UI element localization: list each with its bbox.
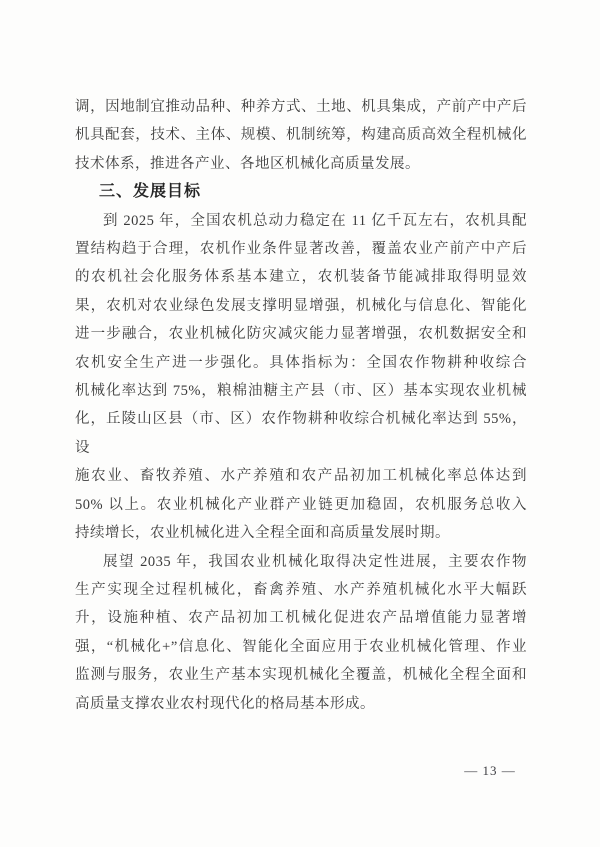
text-line: 置结构趋于合理，农机作业条件显著改善，覆盖农业产前产中产后 — [75, 241, 527, 258]
paragraph — [75, 93, 527, 178]
text-line: 到 2025 年，全国农机总动力稳定在 11 亿千瓦左右，农机具配 — [103, 212, 527, 229]
paragraph — [75, 207, 527, 548]
text-line: 农机安全生产进一步强化。具体指标为：全国农作物耕种收综合 — [75, 354, 527, 371]
text-line: 监测与服务，农业生产基本实现机械化全覆盖，机械化全程全面和 — [75, 667, 527, 684]
text-line: 持续增长，农业机械化进入全程全面和高质量发展时期。 — [75, 525, 450, 542]
text-line: 的农机社会化服务体系基本建立，农机装备节能减排取得明显效 — [75, 269, 527, 286]
text-line: 进一步融合，农业机械化防灾减灾能力显著增强，农机数据安全和 — [75, 326, 527, 343]
page-number: — 13 — — [464, 763, 516, 778]
text-line: 强，“机械化+”信息化、智能化全面应用于农业机械化管理、作业 — [75, 638, 527, 655]
section-heading: 三、发展目标 — [99, 183, 202, 201]
document-content — [75, 93, 527, 718]
text-line: 果，农机对农业绿色发展支撑明显增强，机械化与信息化、智能化 — [75, 297, 527, 314]
text-line: 生产实现全过程机械化，畜禽养殖、水产养殖机械化水平大幅跃 — [75, 581, 527, 598]
text-line: 机具配套，技术、主体、规模、机制统筹，构建高质高效全程机械化 — [75, 127, 527, 144]
text-line: 展望 2035 年，我国农业机械化取得决定性进展，主要农作物 — [103, 553, 527, 570]
text-line: 技术体系，推进各产业、各地区机械化高质量发展。 — [75, 155, 420, 172]
text-line: 施农业、畜牧养殖、水产养殖和农产品初加工机械化率总体达到 — [75, 468, 527, 485]
text-line: 机械化率达到 75%，粮棉油糖主产县（市、区）基本实现农业机械 — [75, 383, 527, 400]
text-line: 高质量支撑农业农村现代化的格局基本形成。 — [75, 695, 375, 712]
text-line: 调，因地制宜推动品种、种养方式、土地、机具集成，产前产中产后 — [75, 99, 527, 115]
paragraph — [75, 548, 527, 718]
text-line: 50% 以上。农业机械化产业群产业链更加稳固，农机服务总收入 — [75, 496, 527, 513]
text-line: 化，丘陵山区县（市、区）农作物耕种收综合机械化率达到 55%，设 — [75, 411, 527, 456]
text-line: 升，设施种植、农产品初加工机械化促进农产品增值能力显著增 — [75, 610, 527, 627]
